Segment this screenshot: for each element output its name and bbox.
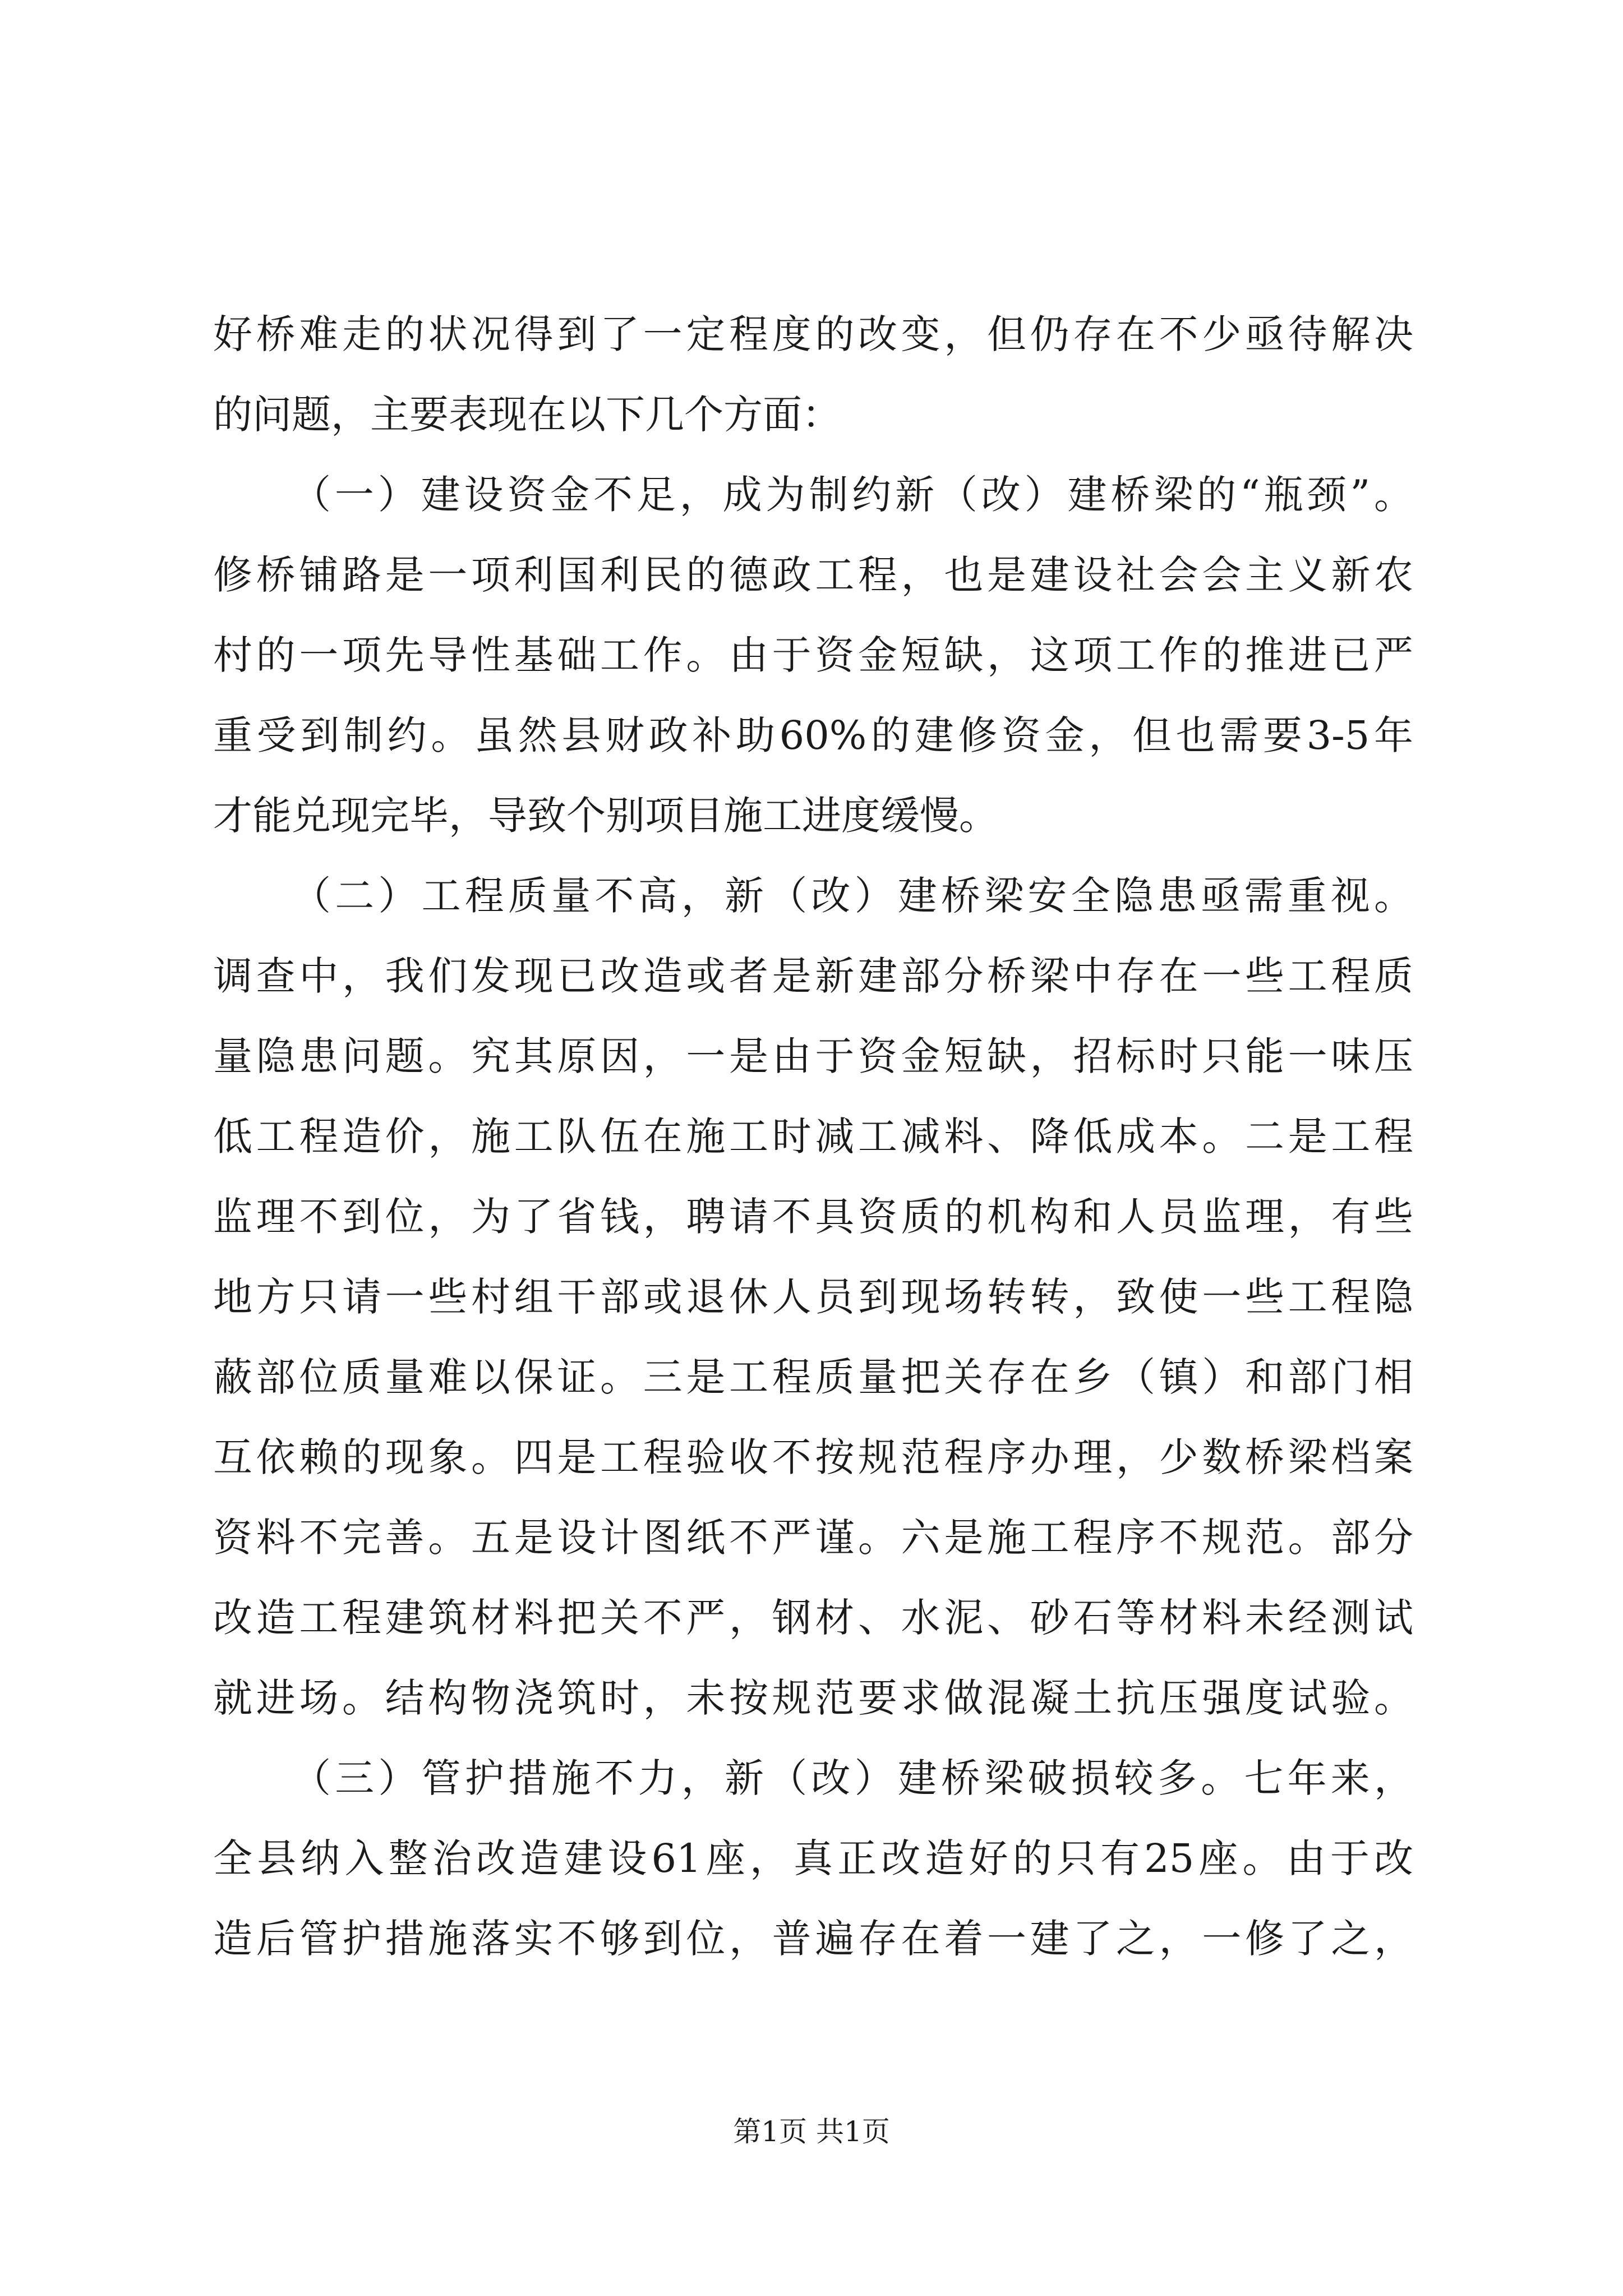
text-line: 互依赖的现象。四是工程验收不按规范程序办理，少数桥梁档案 — [213, 1434, 1413, 1480]
text-line: 监理不到位，为了省钱，聘请不具资质的机构和人员监理，有些 — [213, 1194, 1413, 1240]
text-line: 低工程造价，施工队伍在施工时减工减料、降低成本。二是工程 — [213, 1114, 1413, 1159]
text-line: 重受到制约。虽然县财政补助60%的建修资金，但也需要3-5年 — [213, 712, 1413, 758]
text-line: 量隐患问题。究其原因，一是由于资金短缺，招标时只能一味压 — [213, 1033, 1413, 1079]
text-line: 好桥难走的状况得到了一定程度的改变，但仍存在不少亟待解决 — [213, 311, 1413, 357]
text-line: 才能兑现完毕，导致个别项目施工进度缓慢。 — [213, 793, 998, 839]
text-line: 的问题，主要表现在以下几个方面： — [213, 392, 841, 438]
section-heading-3: （三）管护措施不力，新（改）建桥梁破损较多。七年来， — [292, 1755, 1413, 1801]
section-heading-2: （二）工程质量不高，新（改）建桥梁安全隐患亟需重视。 — [292, 873, 1413, 919]
text-line: 蔽部位质量难以保证。三是工程质量把关存在乡（镇）和部门相 — [213, 1354, 1413, 1400]
text-line: 全县纳入整治改造建设61座，真正改造好的只有25座。由于改 — [213, 1835, 1413, 1881]
text-line: 地方只请一些村组干部或退休人员到现场转转，致使一些工程隐 — [213, 1274, 1413, 1320]
page-number-footer: 第1页 共1页 — [733, 2115, 890, 2148]
text-line: 资料不完善。五是设计图纸不严谨。六是施工程序不规范。部分 — [213, 1515, 1413, 1561]
text-line: 村的一项先导性基础工作。由于资金短缺，这项工作的推进已严 — [213, 632, 1413, 678]
section-heading-1: （一）建设资金不足，成为制约新（改）建桥梁的“瓶颈”。 — [292, 472, 1413, 518]
text-line: 调查中，我们发现已改造或者是新建部分桥梁中存在一些工程质 — [213, 953, 1413, 999]
text-line: 造后管护措施落实不够到位，普遍存在着一建了之，一修了之， — [213, 1916, 1413, 1962]
document-body — [213, 295, 1413, 1979]
text-line: 就进场。结构物浇筑时，未按规范要求做混凝土抗压强度试验。 — [213, 1675, 1413, 1721]
text-line: 修桥铺路是一项利国利民的德政工程，也是建设社会会主义新农 — [213, 552, 1413, 598]
text-line: 改造工程建筑材料把关不严，钢材、水泥、砂石等材料未经测试 — [213, 1595, 1413, 1641]
